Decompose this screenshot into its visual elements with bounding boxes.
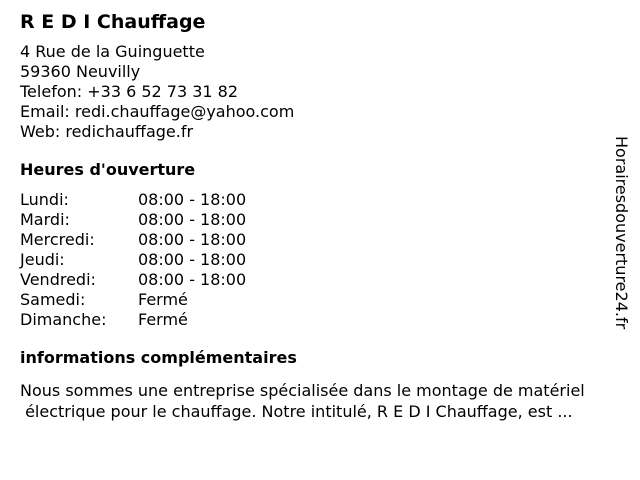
hours-row-mercredi — [20, 230, 620, 250]
day-hours: Fermé — [138, 310, 188, 329]
hours-heading: Heures d'ouverture — [20, 160, 196, 179]
info-heading: informations complémentaires — [20, 348, 297, 367]
info-line-2: électrique pour le chauffage. Notre intitulé, R E D I Chauffage, est ... — [20, 402, 573, 421]
hours-row-dimanche — [20, 310, 620, 330]
day-label: Dimanche: — [20, 310, 107, 329]
info-description — [20, 380, 620, 422]
web-line[interactable]: Web: redichauffage.fr — [20, 122, 194, 141]
hours-row-jeudi — [20, 250, 620, 270]
day-label: Samedi: — [20, 290, 86, 309]
day-label: Jeudi: — [20, 250, 65, 269]
email-line[interactable]: Email: redi.chauffage@yahoo.com — [20, 102, 295, 121]
business-card — [20, 10, 620, 422]
day-hours: 08:00 - 18:00 — [138, 250, 247, 269]
day-label: Mercredi: — [20, 230, 95, 249]
hours-row-vendredi — [20, 270, 620, 290]
day-hours: 08:00 - 18:00 — [138, 210, 247, 229]
info-line-1: Nous sommes une entreprise spécialisée dans le montage de matériel — [20, 381, 585, 400]
opening-hours-table — [20, 190, 620, 330]
city-address: 59360 Neuvilly — [20, 62, 141, 81]
phone-line[interactable]: Telefon: +33 6 52 73 31 82 — [20, 82, 239, 101]
street-address: 4 Rue de la Guinguette — [20, 42, 205, 61]
day-hours: Fermé — [138, 290, 188, 309]
hours-row-lundi — [20, 190, 620, 210]
day-hours: 08:00 - 18:00 — [138, 190, 247, 209]
day-label: Mardi: — [20, 210, 70, 229]
side-watermark: Horairesdouverture24.fr — [612, 136, 631, 330]
day-hours: 08:00 - 18:00 — [138, 230, 247, 249]
address-block — [20, 42, 620, 142]
day-label: Vendredi: — [20, 270, 96, 289]
hours-row-samedi — [20, 290, 620, 310]
day-label: Lundi: — [20, 190, 69, 209]
day-hours: 08:00 - 18:00 — [138, 270, 247, 289]
business-name: R E D I Chauffage — [20, 11, 206, 33]
hours-row-mardi — [20, 210, 620, 230]
